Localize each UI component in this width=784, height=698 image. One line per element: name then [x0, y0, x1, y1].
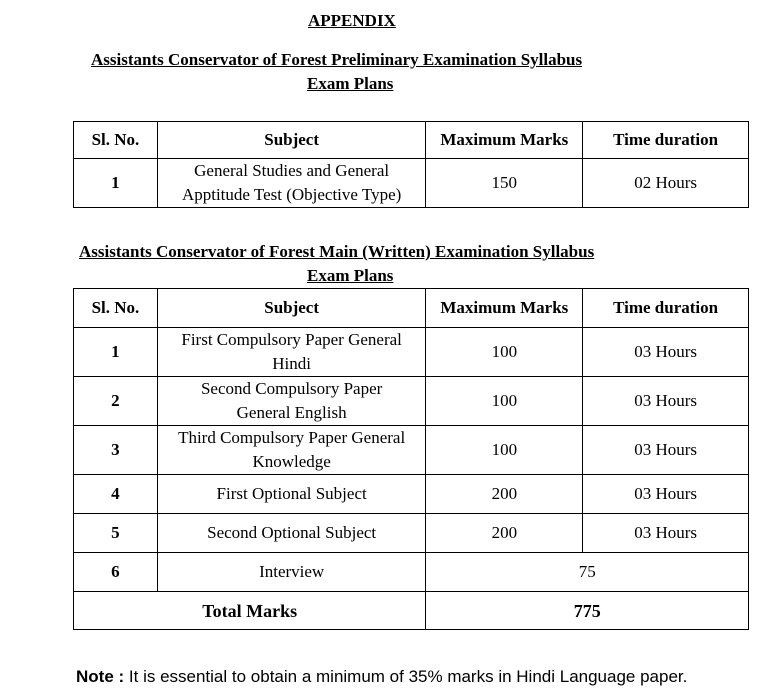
table-row [74, 553, 749, 592]
prelim-title: Assistants Conservator of Forest Preliminary Examination Syllabus [91, 50, 583, 69]
table-row [74, 159, 749, 208]
note-label: Note : [76, 667, 125, 686]
note-text: It is essential to obtain a minimum of 35% marks in Hindi Language paper. [124, 667, 688, 686]
table-row [74, 475, 749, 514]
header-max-marks: Maximum Marks [426, 122, 583, 159]
header-sl-no: Sl. No. [74, 289, 158, 328]
total-row [74, 592, 749, 630]
sl-no: 6 [74, 553, 158, 592]
time-duration: 03 Hours [583, 377, 749, 426]
sl-no: 5 [74, 514, 158, 553]
max-marks: 100 [426, 426, 583, 475]
appendix-heading: APPENDIX [308, 11, 396, 30]
table-row [74, 377, 749, 426]
max-marks: 200 [426, 475, 583, 514]
sl-no: 1 [74, 159, 158, 208]
total-label: Total Marks [74, 592, 426, 630]
main-title: Assistants Conservator of Forest Main (Written) Examination Syllabus [79, 242, 595, 261]
time-duration: 03 Hours [583, 514, 749, 553]
subject: Interview [157, 553, 426, 592]
subject: Second Optional Subject [157, 514, 426, 553]
table-row [74, 328, 749, 377]
table-header-row [74, 122, 749, 159]
max-marks: 150 [426, 159, 583, 208]
prelim-table [73, 121, 749, 208]
main-subtitle: Exam Plans [307, 266, 394, 285]
header-time-duration: Time duration [583, 289, 749, 328]
subject: Third Compulsory Paper General Knowledge [157, 426, 426, 475]
sl-no: 1 [74, 328, 158, 377]
time-duration: 03 Hours [583, 328, 749, 377]
time-duration: 02 Hours [583, 159, 749, 208]
table-header-row [74, 289, 749, 328]
header-subject: Subject [157, 289, 426, 328]
subject: Second Compulsory Paper General English [157, 377, 426, 426]
sl-no: 3 [74, 426, 158, 475]
table-row [74, 514, 749, 553]
header-subject: Subject [157, 122, 426, 159]
header-sl-no: Sl. No. [74, 122, 158, 159]
max-marks: 200 [426, 514, 583, 553]
note [76, 667, 687, 687]
total-value: 775 [426, 592, 749, 630]
max-marks: 100 [426, 377, 583, 426]
header-max-marks: Maximum Marks [426, 289, 583, 328]
main-table [73, 288, 749, 630]
sl-no: 4 [74, 475, 158, 514]
prelim-subtitle: Exam Plans [307, 74, 394, 93]
time-duration: 03 Hours [583, 426, 749, 475]
sl-no: 2 [74, 377, 158, 426]
time-duration: 03 Hours [583, 475, 749, 514]
subject: General Studies and General Apptitude Test (Objective Type) [157, 159, 426, 208]
max-marks: 100 [426, 328, 583, 377]
interview-marks: 75 [426, 553, 749, 592]
table-row [74, 426, 749, 475]
subject: First Optional Subject [157, 475, 426, 514]
header-time-duration: Time duration [583, 122, 749, 159]
subject: First Compulsory Paper General Hindi [157, 328, 426, 377]
